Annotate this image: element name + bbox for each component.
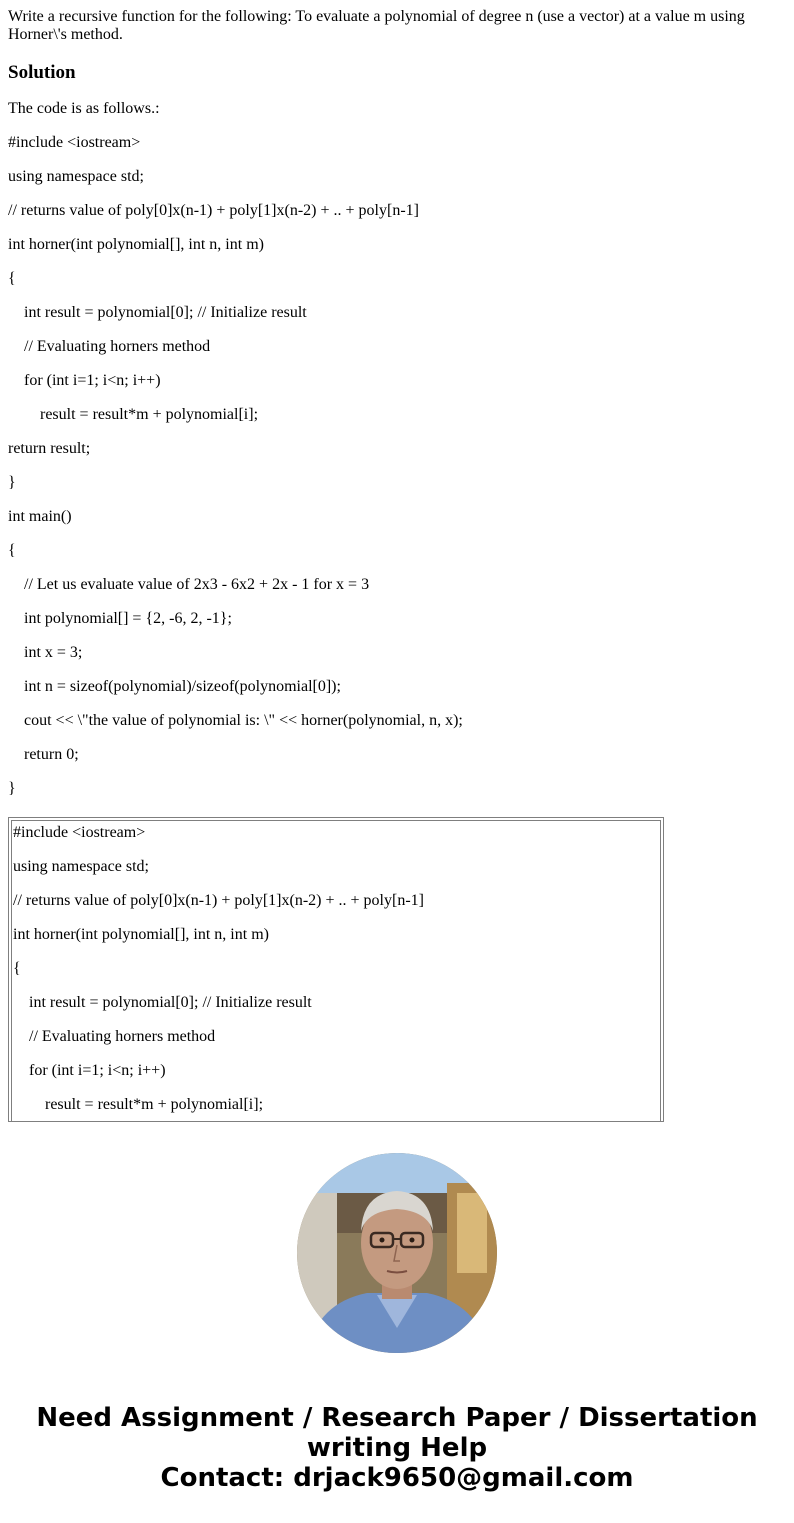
code-line: #include <iostream> xyxy=(8,134,141,151)
banner-contact: Contact: drjack9650@gmail.com xyxy=(160,1463,634,1493)
table-code-line: for (int i=1; i<n; i++) xyxy=(13,1062,166,1079)
code-line: int polynomial[] = {2, -6, 2, -1}; xyxy=(8,610,232,627)
code-line: } xyxy=(8,780,16,797)
code-line: { xyxy=(8,542,16,559)
intro-text: The code is as follows.: xyxy=(8,100,160,117)
author-photo xyxy=(297,1153,497,1353)
table-code-line: int horner(int polynomial[], int n, int m) xyxy=(13,926,269,943)
code-line: result = result*m + polynomial[i]; xyxy=(8,406,259,423)
code-line: return result; xyxy=(8,440,91,457)
code-line: } xyxy=(8,474,16,491)
code-line: int n = sizeof(polynomial)/sizeof(polynomial[0]); xyxy=(8,678,341,695)
table-code-line: { xyxy=(13,960,21,977)
code-line: int x = 3; xyxy=(8,644,83,661)
table-code-line: // returns value of poly[0]x(n-1) + poly[1]x(n-2) + .. + poly[n-1] xyxy=(13,892,424,909)
code-line: for (int i=1; i<n; i++) xyxy=(8,372,161,389)
question-text: Write a recursive function for the following: To evaluate a polynomial of degree n (use a vector) at a value m using Horner\'s method. xyxy=(8,8,745,43)
code-line: return 0; xyxy=(8,746,79,763)
code-line: int main() xyxy=(8,508,72,525)
document-body xyxy=(8,8,786,814)
table-code-line: using namespace std; xyxy=(13,858,149,875)
table-code-line: #include <iostream> xyxy=(13,824,146,841)
banner-line: writing Help xyxy=(306,1433,488,1463)
portrait-image xyxy=(297,1153,497,1353)
code-line: // Let us evaluate value of 2x3 - 6x2 + 2x - 1 for x = 3 xyxy=(8,576,370,593)
code-line: { xyxy=(8,270,16,287)
table-code-line: result = result*m + polynomial[i]; xyxy=(13,1096,264,1113)
code-line: // Evaluating horners method xyxy=(8,338,211,355)
banner-line: Need Assignment / Research Paper / Dissertation xyxy=(36,1403,758,1433)
code-line: int horner(int polynomial[], int n, int m) xyxy=(8,236,264,253)
code-line: int result = polynomial[0]; // Initialize result xyxy=(8,304,307,321)
code-line: using namespace std; xyxy=(8,168,144,185)
table-code-line: // Evaluating horners method xyxy=(13,1028,216,1045)
promo-banner xyxy=(0,1403,794,1493)
code-listing xyxy=(8,134,786,798)
code-table-cell xyxy=(11,820,661,1122)
table-code-line: int result = polynomial[0]; // Initialize result xyxy=(13,994,312,1011)
solution-heading: Solution xyxy=(8,62,76,83)
code-line: cout << \"the value of polynomial is: \" << horner(polynomial, n, x); xyxy=(8,712,463,729)
code-line: // returns value of poly[0]x(n-1) + poly[1]x(n-2) + .. + poly[n-1] xyxy=(8,202,419,219)
code-table xyxy=(8,817,664,1122)
